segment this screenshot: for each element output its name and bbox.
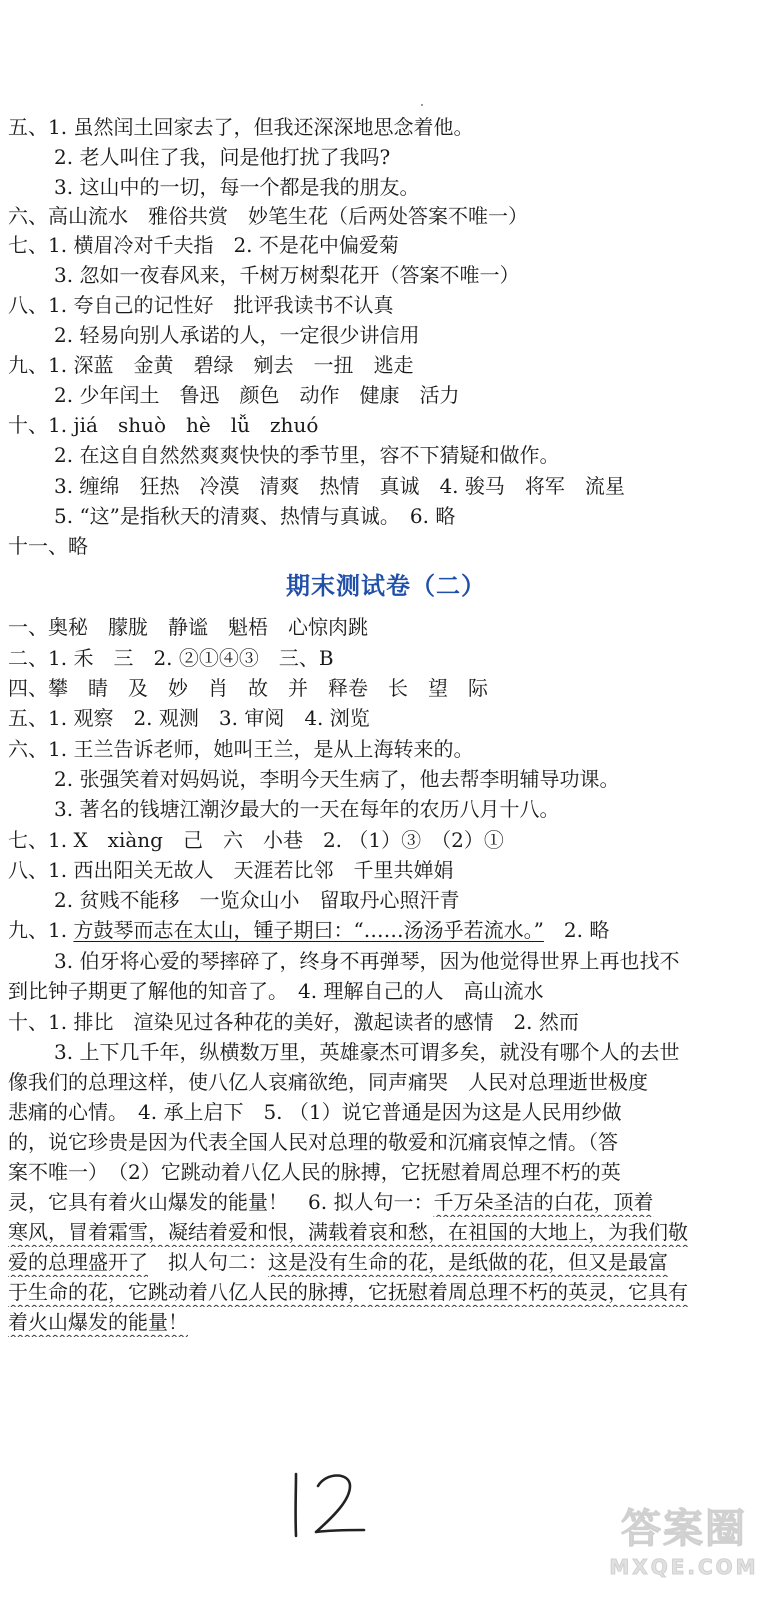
scan-speck [421,104,423,106]
watermark-logo [604,1504,764,1590]
q9-prefix: 九、1. [8,918,74,942]
answer-line: 2. 张强笑着对妈妈说，李明今天生病了，他去帮李明辅导功课。 [54,767,620,791]
answer-line: 五、1. 虽然闰土回家去了，但我还深深地思念着他。 [8,115,474,139]
answer-line: 五、1. 观察 2. 观测 3. 审阅 4. 浏览 [8,706,370,730]
watermark-main: 答案圈 [621,1506,747,1552]
answer-line: 四、攀 睛 及 妙 肖 故 并 释卷 长 望 际 [8,676,488,700]
section-title: 期末测试卷（二） [286,572,486,600]
q10-6-wavy-line: 着火山爆发的能量！ [8,1310,188,1334]
answer-line: 十、1. 排比 渲染见过各种花的美好，激起读者的感情 2. 然而 [8,1010,579,1034]
answer-line: 一、奥秘 朦胧 静谧 魁梧 心惊肉跳 [8,615,368,639]
answer-line: 2. 轻易向别人承诺的人，一定很少讲信用 [54,323,420,347]
answer-line: 3. 缠绵 狂热 冷漠 清爽 热情 真诚 4. 骏马 将军 流星 [54,474,625,498]
answer-line: 3. 上下几千年，纵横数万里，英雄豪杰可谓多矣，就没有哪个人的去世 [54,1040,680,1064]
answer-line: 5. “这”是指秋天的清爽、热情与真诚。 6. 略 [54,504,456,528]
answer-line: 3. 著名的钱塘江潮汐最大的一天在每年的农历八月十八。 [54,797,560,821]
answer-line: 3. 这山中的一切，每一个都是我的朋友。 [54,175,420,199]
answer-line: 3. 伯牙将心爱的琴摔碎了，终身不再弹琴，因为他觉得世界上再也找不 [54,949,680,973]
answer-line: 到比钟子期更了解他的知音了。 4. 理解自己的人 高山流水 [8,979,544,1003]
answer-line: 七、1. 横眉冷对千夫指 2. 不是花中偏爱菊 [8,233,399,257]
answer-line: 六、高山流水 雅俗共赏 妙笔生花（后两处答案不唯一） [8,204,528,228]
q10-6-wavy-2: 爱的总理盛开了 [8,1250,148,1274]
answer-line: 2. 老人叫住了我，问是他打扰了我吗? [54,145,391,169]
answer-line: 八、1. 夸自己的记性好 批评我读书不认真 [8,293,394,317]
answer-line: 八、1. 西出阳关无故人 天涯若比邻 千里共婵娟 [8,858,454,882]
q10-6-gap: 拟人句二： [148,1250,268,1274]
answer-line: 的，说它珍贵是因为代表全国人民对总理的敬爱和沉痛哀悼之情。（答 [8,1130,618,1154]
answer-line: 九、1. 深蓝 金黄 碧绿 剜去 一扭 逃走 [8,353,414,377]
answer-line: 案不唯一） （2）它跳动着八亿人民的脉搏，它抚慰着周总理不朽的英 [8,1160,621,1184]
q9-underlined-quote: 方鼓琴而志在太山，锺子期曰：“……汤汤乎若流水。” [73,918,544,942]
answer-line: 十一、略 [8,534,88,558]
answer-line: 3. 忽如一夜春风来，千树万树梨花开（答案不唯一） [54,263,520,287]
answer-line: 十、1. jiá shuò hè lǚ zhuó [8,413,319,437]
watermark-sub: MXQE.COM [609,1555,759,1579]
answer-line-q10-6 [0,1217,772,1247]
answer-line: 悲痛的心情。 4. 承上启下 5. （1）说它普通是因为这是人民用纱做 [8,1100,622,1124]
handwritten-12-icon [284,1468,374,1542]
answer-line: 七、1. X xiàng 己 六 小巷 2. （1）③ （2）① [8,828,504,852]
answer-line: 像我们的总理这样，使八亿人哀痛欲绝，同声痛哭 人民对总理逝世极度 [8,1070,648,1094]
answer-line-q9 [0,915,772,945]
q10-6-lead: 灵，它具有着火山爆发的能量！ 6. 拟人句一： [8,1190,434,1214]
answer-line: 2. 在这自自然然爽爽快快的季节里，容不下猜疑和做作。 [54,443,560,467]
q9-suffix: 2. 略 [543,918,610,942]
answer-line: 2. 贫贱不能移 一览众山小 留取丹心照汗青 [54,888,460,912]
q10-6-wavy-line: 于生命的花，它跳动着八亿人民的脉搏，它抚慰着周总理不朽的英灵，它具有 [8,1280,688,1304]
answer-line: 六、1. 王兰告诉老师，她叫王兰，是从上海转来的。 [8,737,474,761]
answer-line-q10-6 [0,1277,772,1307]
answer-line-q10-6 [0,1187,772,1217]
answer-line-q10-6 [0,1307,772,1337]
q10-6-wavy-line: 寒风，冒着霜雪，凝结着爱和恨，满载着哀和愁，在祖国的大地上，为我们敬 [8,1220,688,1244]
q10-6-wavy-1: 千万朵圣洁的白花，顶着 [433,1190,654,1214]
answer-line-q10-6 [0,1247,772,1277]
q10-6-wavy-3: 这是没有生命的花，是纸做的花，但又是最富 [268,1250,668,1274]
handwritten-page-number [284,1468,374,1542]
answer-line: 二、1. 禾 三 2. ②①④③ 三、B [8,646,334,670]
answer-line: 2. 少年闰土 鲁迅 颜色 动作 健康 活力 [54,383,460,407]
